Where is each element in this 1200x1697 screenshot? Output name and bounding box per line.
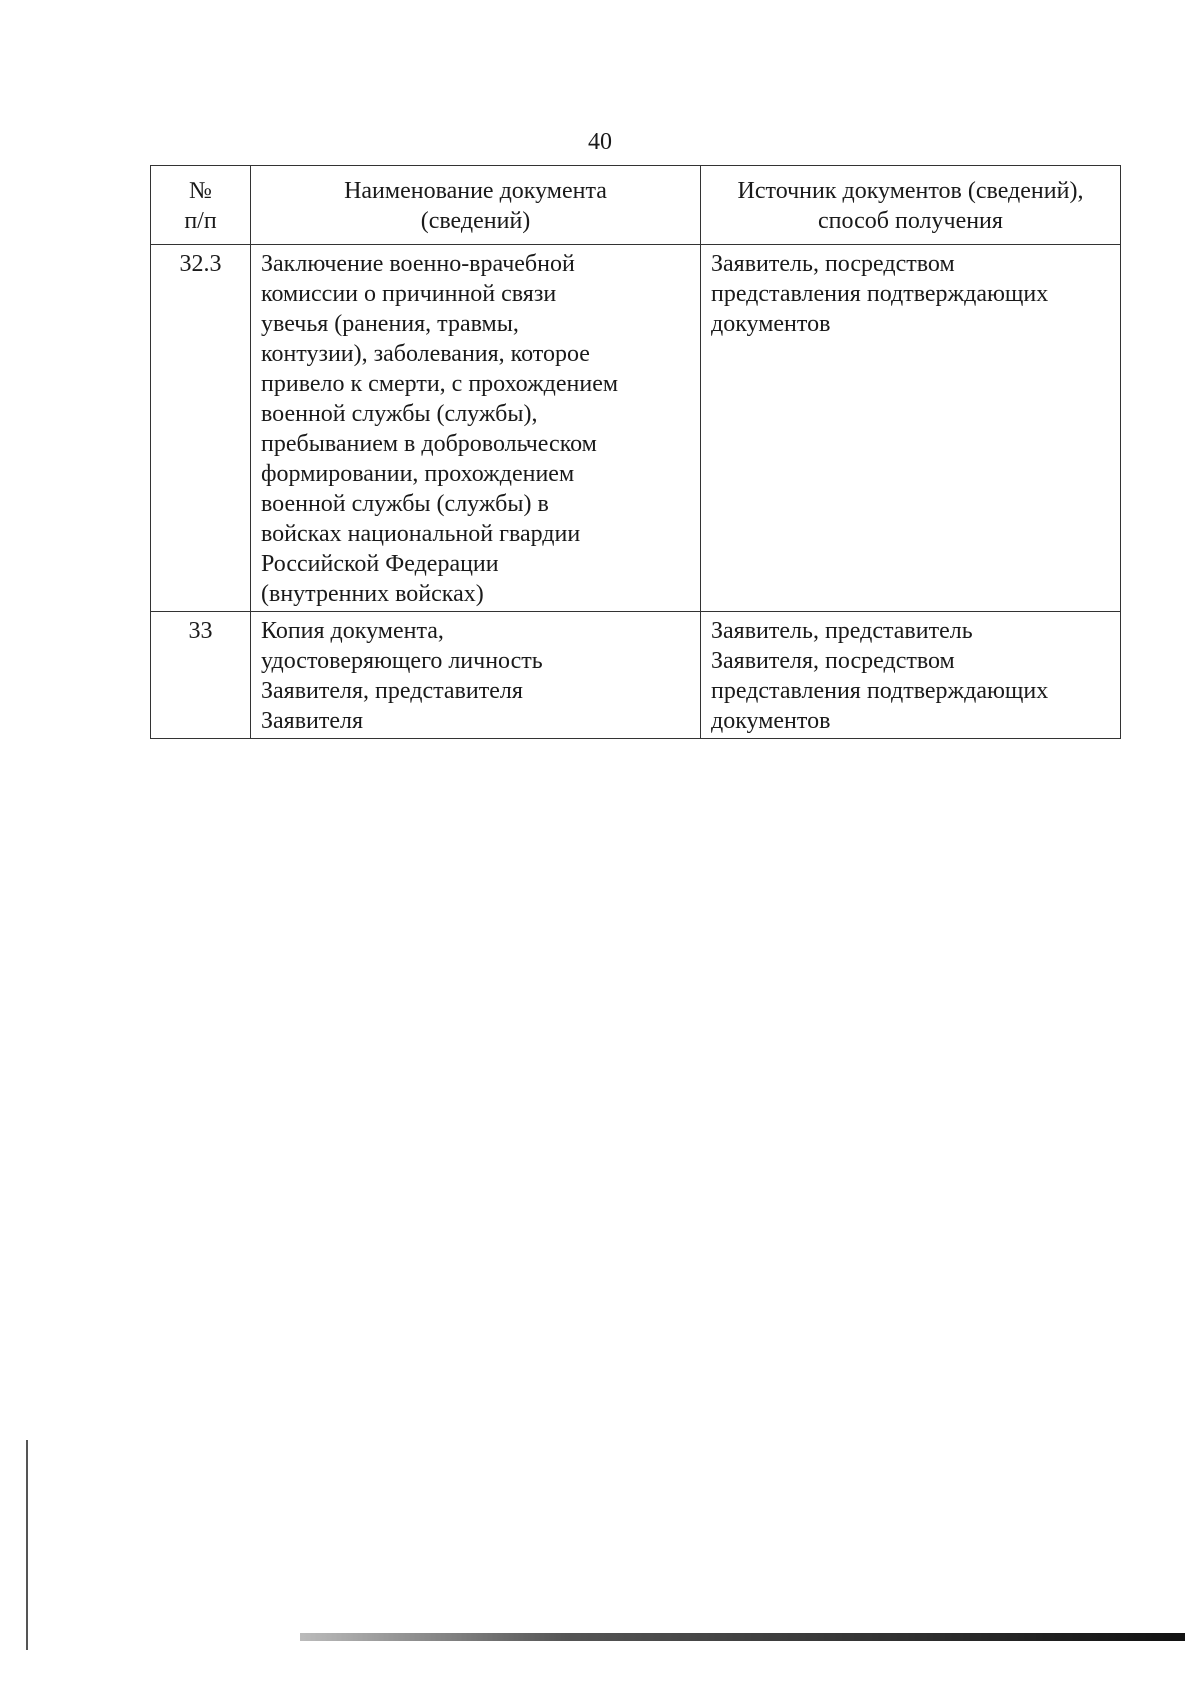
row-document-name-text: Заключение военно-врачебной комиссии о причинной связи увечья (ранения, травмы, контузии), заболевания, которое привело к смерти, с прохождением военной службы (службы), пребыванием в добровольческом формировании, прохождением военной службы (службы) в войсках национальной гвардии Российской Федерации (внутренних войсках): [261, 251, 619, 607]
row-source-text: Заявитель, посредством представления подтверждающих документов: [711, 251, 1049, 337]
row-source: [701, 245, 1121, 612]
table-row: [151, 245, 1121, 612]
header-number-line-2: п/п: [184, 208, 217, 234]
documents-table: [150, 165, 1121, 739]
scan-edge-mark-left: [26, 1440, 28, 1650]
header-number-line-1: №: [189, 178, 212, 204]
scan-edge-mark-bottom: [300, 1633, 1185, 1641]
header-document-name-line-1: Наименование документа: [344, 178, 607, 204]
page-number: 40: [588, 129, 612, 155]
row-number: 32.3: [151, 245, 251, 612]
header-document-name: [251, 166, 701, 245]
row-document-name: [251, 245, 701, 612]
header-source-line-1: Источник документов (сведений),: [737, 178, 1084, 204]
table-header-row: [151, 166, 1121, 245]
row-number: 33: [151, 612, 251, 739]
row-document-name: [251, 612, 701, 739]
row-source-text: Заявитель, представитель Заявителя, посредством представления подтверждающих документов: [711, 618, 1049, 734]
row-document-name-text: Копия документа, удостоверяющего личность Заявителя, представителя Заявителя: [261, 618, 543, 734]
header-number: [151, 166, 251, 245]
header-source-line-2: способ получения: [818, 208, 1003, 234]
row-source: [701, 612, 1121, 739]
table-row: [151, 612, 1121, 739]
header-document-name-line-2: (сведений): [420, 208, 531, 234]
header-source: [701, 166, 1121, 245]
